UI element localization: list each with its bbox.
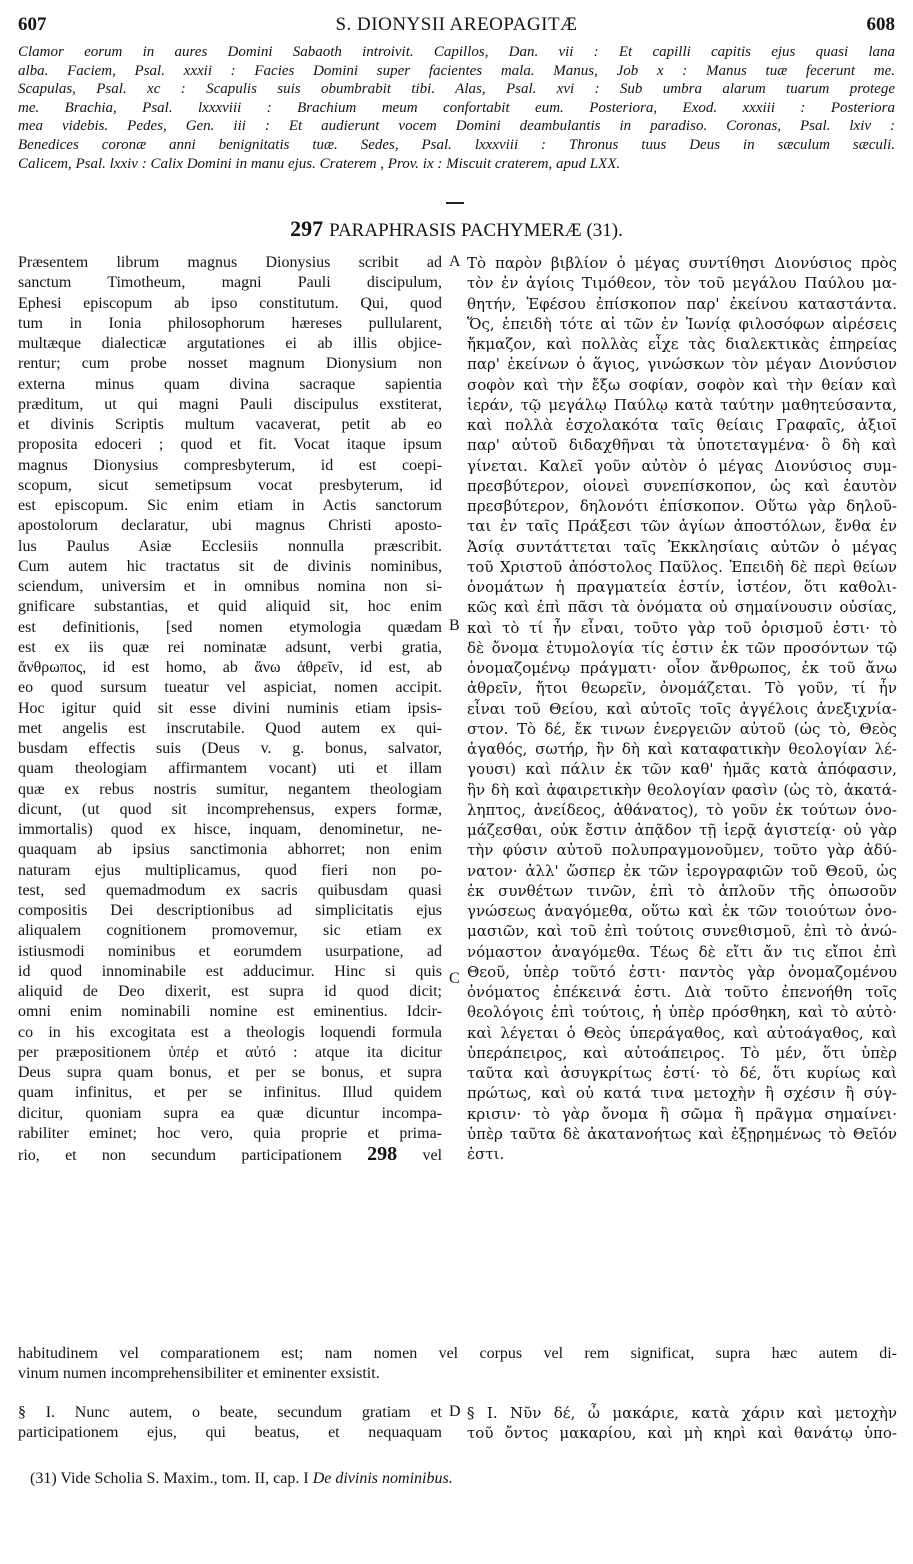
text-line: naturam ejus multiplicamus, quod fieri non po- bbox=[18, 861, 442, 879]
text-line: θεολόγοις ἐπὶ τούτοις, ἡ ὑπὲρ πρόσθηκη, καὶ τὸ αὐτὸ· bbox=[467, 1003, 897, 1022]
text-line: est ex iis quæ rei nominatæ adsunt, verbi gratia, bbox=[18, 638, 442, 656]
footnote-text: (31) Vide Scholia S. Maxim., tom. II, cap. I bbox=[30, 1470, 309, 1487]
text-line: præditum, ut qui magni Pauli discipulus exstiterat, bbox=[18, 395, 442, 413]
text-line: rabiliter eminet; hoc vero, quia proprie et prima- bbox=[18, 1124, 442, 1142]
text-line: mea videbis. Pedes, Gen. iii : Et audierunt vocem Domini deambulantis in paradiso. Coronas, Psal. lxiv : bbox=[18, 118, 895, 135]
text-line: Ὅς, ἐπειδὴ τότε αἱ τῶν ἐν Ἰωνίᾳ φιλοσόφων αἱρέσεις bbox=[467, 314, 897, 333]
text-line: τοῦ Χριστοῦ ἀπόστολος Παῦλος. Ἐπειδὴ δὲ περὶ θείων bbox=[467, 557, 897, 576]
text-line: proposita edoceri ; quod et fit. Vocat itaque ipsum bbox=[18, 436, 442, 454]
column-number: 298 bbox=[367, 1144, 398, 1165]
text-line: μάζεσθαι, οὐκ ἔστιν ἀπᾷδον τῇ ἱερᾷ ἁγιστείᾳ· οὐ γὰρ bbox=[467, 821, 897, 839]
text-line: στον. Τὸ δέ, ἔκ τινων ἐνεργειῶν αὐτοῦ (ὡς τὸ, Θεὸς bbox=[467, 719, 897, 738]
margin-marker-b: B bbox=[449, 617, 460, 634]
text-line: ἐστι. bbox=[467, 1145, 505, 1163]
text-line: dicitur, quoniam supra ea quæ dicuntur incompa- bbox=[18, 1104, 442, 1122]
text-line: ὑπεράπειρος, καὶ αὐτοάπειρος. Τὸ μέν, ὅτι ὑπὲρ bbox=[467, 1043, 897, 1062]
text-line: κῶς καὶ ἐπὶ πᾶσι τὰ ὀνόματα οὐ σημαίνουσιν οὐσίας, bbox=[467, 598, 897, 617]
text-line: rentur; cum probe nosset magnum Dionysium non bbox=[18, 355, 442, 373]
text-line: ἀγαθός, σωτήρ, ἣν δὴ καὶ καταφατικὴν θεολογίαν λέ- bbox=[467, 740, 897, 758]
full-width-text bbox=[18, 1344, 897, 1385]
text-line: per præpositionem ὑπέρ et αὐτό : atque ita dicitur bbox=[18, 1043, 442, 1061]
text-line: ἄνθρωπος, id est homo, ab ἄνω ἀθρεῖν, id est, ab bbox=[18, 659, 442, 676]
text-line: magnus Dionysius compresbyterum, id est coepi- bbox=[18, 456, 442, 474]
text-line: εἶναι τοῦ Θείου, καὶ αὐτοῖς τοῖς ἀγγέλοις ἀνεξιχνία- bbox=[467, 699, 897, 718]
text-line: καὶ λέγεται ὁ Θεὸς ὑπεράγαθος, καὶ αὐτοάγαθος, καὶ bbox=[467, 1023, 897, 1042]
text-line: vinum numen incomprehensibiliter et eminenter exsistit. bbox=[18, 1365, 380, 1383]
text-line: istiusmodi nominibus et eorumdem usurpatione, ad bbox=[18, 942, 442, 960]
text-line: νατον· ἀλλ' ὥσπερ ἐκ τῶν ἱερογραφιῶν τοῦ Θεοῦ, ὡς bbox=[467, 861, 897, 880]
text-line: Θεοῦ, ὑπὲρ τοῦτό ἐστι· παντὸς γὰρ ὀνομαζομένου bbox=[467, 962, 897, 981]
text-line: apostolorum declaratur, ubi magnus Christi aposto- bbox=[18, 517, 442, 535]
text-line: καὶ τὸ τί ἦν εἶναι, τοῦτο γὰρ τοῦ ὁρισμοῦ ἐστι· τὸ bbox=[467, 618, 897, 637]
text-line: ἣν δὴ καὶ ἀφαιρετικὴν θεολογίαν φασὶν (ὡς τὸ, ἀκατά- bbox=[467, 780, 897, 799]
text-fragment: vel bbox=[422, 1147, 442, 1164]
text-line: et divinis Scriptis multum vacaverat, petit ab eo bbox=[18, 416, 442, 433]
text-line: δὲ ὄνομα ἐτυμολογία τίς ἐστιν ἐκ τῶν προσόντων τῷ bbox=[467, 638, 897, 657]
page-number-left: 607 bbox=[18, 14, 47, 35]
text-line: κρισιν· τὸ γὰρ ὄνομα ἢ σῶμα ἢ πρᾶγμα σημαίνει· bbox=[467, 1104, 897, 1123]
text-line: immortalis) quod ex hisce, inquam, denominetur, ne- bbox=[18, 821, 442, 838]
separator-rule bbox=[446, 202, 464, 204]
text-line: alba. Faciem, Psal. xxxii : Facies Domini super facientes mala. Manus, Job x : Manus tuæ fecerunt me. bbox=[18, 62, 895, 79]
text-line: Calicem, Psal. lxxiv : Calix Domini in manu ejus. Craterem , Prov. ix : Miscuit craterem, apud LXX. bbox=[18, 155, 621, 172]
greek-column bbox=[467, 253, 897, 1164]
text-line: tum in Ionia philosophorum hæreses pullularent, bbox=[18, 314, 442, 332]
text-line: lus Paulus Asiæ Ecclesiis nonnulla præscribit. bbox=[18, 537, 442, 555]
latin-section-one bbox=[18, 1403, 442, 1444]
text-line: quam infinitus, et per se infinitus. Illud quidem bbox=[18, 1084, 442, 1102]
text-line: πρεσβύτερον, οἱονεὶ συνεπίσκοπον, ὡς καὶ ἑαυτὸν bbox=[467, 476, 897, 495]
page-number-right: 608 bbox=[866, 14, 895, 35]
text-line: ὑπὲρ ταῦτα δὲ ἀκατανοήτως καὶ ἐξῃρημένως τὸ Θεῖόν bbox=[467, 1124, 897, 1143]
text-line: νόμαστον ἀναγόμεθα. Τέως δὲ εἴτι ἄν τις εἴποι ἐπὶ bbox=[467, 942, 897, 961]
text-line: τὸν ἐν ἁγίοις Τιμόθεον, τὸν τοῦ μεγάλου Παύλου μα- bbox=[467, 274, 897, 293]
text-line: ὀνόματος ἐπέκεινά ἐστι. Διὰ τοῦτο ἐπενοήθη τοῖς bbox=[467, 983, 897, 1001]
text-line: θητήν, Ἐφέσου ἐπίσκοπον παρ' ἐκείνου καταστάντα. bbox=[467, 294, 897, 313]
margin-marker-c: C bbox=[449, 970, 460, 987]
text-line: ὀνομάτων ἡ πραγματεία ἐστίν, ἰστέον, ὅτι καθολι- bbox=[467, 578, 897, 596]
text-line: dicunt, (ut quod sit incomprehensus, expers formæ, bbox=[18, 800, 442, 818]
text-line: met angelis est inscrutabile. Quod autem ex qui- bbox=[18, 719, 442, 737]
footnote bbox=[30, 1470, 453, 1488]
section-heading: PARAPHRASIS PACHYMERÆ (31). bbox=[329, 220, 623, 241]
margin-marker-d: D bbox=[449, 1403, 461, 1420]
text-line: externa minus quam divina sacraque sapientia bbox=[18, 375, 442, 393]
text-line: γουσι) καὶ πάλιν ἐκ τῶν καθ' ἡμᾶς κατὰ ἀπόφασιν, bbox=[467, 760, 897, 779]
text-line: § I. Νῦν δέ, ὦ μακάριε, κατὰ χάριν καὶ μετοχὴν bbox=[467, 1404, 897, 1422]
text-line: παρ' ἐκείνων ὁ ἅγιος, γινώσκων τὸν μέγαν Διονύσιον bbox=[467, 355, 897, 374]
text-line: πρεσβύτερον, δηλονότι ἐπίσκοπον. Οὕτω γὰρ δηλοῦ- bbox=[467, 497, 897, 515]
text-line: ταῦτα καὶ ἀσυγκρίτως ἐστί· τὸ δέ, ὅτι κυρίως καὶ bbox=[467, 1064, 897, 1082]
text-line: eo quod sursum tueatur vel aspiciat, nomen accipit. bbox=[18, 679, 442, 697]
text-line: omni enim nominabili nomine est eminentius. Idcir- bbox=[18, 1003, 442, 1021]
text-line: ληπτος, ἀνείδεος, ἀθάνατος), τὸ γοῦν ἐκ τούτων ὀνο- bbox=[467, 800, 897, 819]
text-line: multæque dialecticæ argutationes ei ab illis objice- bbox=[18, 335, 442, 352]
text-line: ἱεράν, τῷ μεγάλῳ Παύλῳ κατὰ ταύτην μαθητεύσαντα, bbox=[467, 395, 897, 414]
margin-marker-a: A bbox=[449, 253, 461, 270]
text-line: habitudinem vel comparationem est; nam nomen vel corpus vel rem significat, supra hæc autem di- bbox=[18, 1345, 897, 1362]
text-line: aliquid de Deo dixerit, est supra id quod dicit; bbox=[18, 983, 442, 1000]
text-line: τοῦ ὄντος μακαρίου, καὶ μὴ κηρὶ καὶ θανάτῳ ὑπο- bbox=[467, 1424, 897, 1443]
text-line: quaquam ab ipsius sanctimonia abhorret; non enim bbox=[18, 841, 442, 859]
text-line: καὶ πολλὰ ἐσχολακότα ταῖς θείαις Γραφαῖς, ἀξιοῖ bbox=[467, 416, 897, 434]
text-line: τὴν φύσιν αὐτοῦ πολυπραγμονοῦμεν, τοῦτο γὰρ ἀδύ- bbox=[467, 841, 897, 860]
text-line: sciendum, universim et in omnibus nomina non si- bbox=[18, 578, 442, 595]
section-title bbox=[0, 216, 913, 242]
scripture-references-block bbox=[18, 43, 895, 173]
text-line: ἐκ συνθέτων τινῶν, ἐπὶ τὸ ἁπλοῦν τῆς ὁπωσοῦν bbox=[467, 881, 897, 900]
running-header bbox=[18, 14, 895, 38]
text-line bbox=[18, 1144, 442, 1164]
text-line: est definitionis, [sed nomen etymologia quædam bbox=[18, 618, 442, 636]
text-line: Præsentem librum magnus Dionysius scribit ad bbox=[18, 254, 442, 271]
text-line: ται ἐν ταῖς Πράξεσι τῶν ἁγίων ἀποστόλων, ἔνθα ἐν bbox=[467, 517, 897, 536]
text-line: ἀθρεῖν, ἤτοι θεωρεῖν, ὀνομάζεται. Τὸ γοῦν, τί ἦν bbox=[467, 679, 897, 698]
text-line: πρώτως, καὶ οὐ κατά τινα μετοχὴν ἢ σχέσιν ἢ σύγ- bbox=[467, 1084, 897, 1103]
text-line: γίνεται. Καλεῖ γοῦν αὐτὸν ὁ μέγας Διονύσιος συμ- bbox=[467, 456, 897, 475]
text-line: Cum autem hic tractatus sit de divinis nominibus, bbox=[18, 557, 442, 575]
text-line: gnificare substantias, et quid aliquid sit, hoc enim bbox=[18, 598, 442, 616]
text-fragment: rio, et non secundum participationem bbox=[18, 1147, 342, 1164]
text-line: Benedices coronæ anni benignitatis tuæ. Sedes, Psal. lxxxviii : Thronus tuus Deus in sæculum sæculi. bbox=[18, 136, 895, 153]
text-line: Ἀσίᾳ συντάττεται ταῖς Ἐκκλησίαις αὐτῶν ὁ μέγας bbox=[467, 537, 897, 556]
text-line: παρ' αὐτοῦ διδαχθῆναι τὰ ὑποτεταγμένα· ὃ δὴ καὶ bbox=[467, 436, 897, 455]
text-line: me. Brachia, Psal. lxxxviii : Brachium meum confortabit eum. Posteriora, Exod. xxxiii : Posteriora bbox=[18, 99, 895, 116]
text-line: est episcopum. Sic enim etiam in Actis sanctorum bbox=[18, 497, 442, 514]
text-line: participationem ejus, qui beatus, et nequaquam bbox=[18, 1424, 442, 1442]
text-line: Τὸ παρὸν βιβλίον ὁ μέγας συντίθησι Διονύσιος πρὸς bbox=[467, 254, 897, 272]
text-line: § I. Nunc autem, o beate, secundum gratiam et bbox=[18, 1404, 442, 1421]
section-number: 297 bbox=[290, 216, 324, 241]
running-title: S. DIONYSII AREOPAGITÆ bbox=[335, 14, 578, 35]
text-line: quam theologiam affirmantem vocant) uti et illam bbox=[18, 760, 442, 778]
text-line: σοφὸν καὶ τὴν ἔξω σοφίαν, σοφὸν καὶ τὴν θείαν καὶ bbox=[467, 375, 897, 394]
text-line: quæ ex rebus nostris sumitur, negantem theologiam bbox=[18, 780, 442, 798]
text-line: scopum, sicut semetipsum vocat presbyterum, id bbox=[18, 476, 442, 494]
text-line: Deus supra quam bonus, et per se bonus, et supra bbox=[18, 1064, 442, 1081]
greek-section-one bbox=[467, 1403, 897, 1444]
text-line: Ephesi episcopum ab ipso constitutum. Qui, quod bbox=[18, 294, 442, 312]
text-line: busdam effectis suis (Deus v. g. bonus, salvator, bbox=[18, 740, 442, 757]
text-line: id quod innominabile est adducimur. Hinc si quis bbox=[18, 962, 442, 980]
text-line: γνώσεως ἀναγόμεθα, οὕτω καὶ ἐκ τῶν τοιούτων ὀνο- bbox=[467, 902, 897, 920]
footnote-title: De divinis nominibus. bbox=[312, 1470, 453, 1487]
text-line: Scapulas, Psal. xc : Scapulis suis obumbrabit tibi. Alas, Psal. xvi : Sub umbra alarum tuarum protege bbox=[18, 81, 895, 98]
text-line: Hoc igitur quid sit esse divini numinis etiam ipsis- bbox=[18, 699, 442, 717]
text-line: ὀνομαζομένῳ πράγματι· οἷον ἄνθρωπος, ἐκ τοῦ ἄνω bbox=[467, 659, 897, 677]
text-line: aliqualem cognitionem promovemur, sic etiam ex bbox=[18, 922, 442, 940]
text-line: μασιῶν, καὶ τοῦ ἐπὶ τούτοις συνεθισμοῦ, ἐπὶ τὸ ἀνώ- bbox=[467, 922, 897, 941]
text-line: Clamor eorum in aures Domini Sabaoth introivit. Capillos, Dan. vii : Et capilli capitis ejus quasi lana bbox=[18, 44, 895, 60]
text-line: ἤκμαζον, καὶ πολλὰς εἶχε τὰς διαλεκτικὰς ἐπηρείας bbox=[467, 335, 897, 353]
text-line: sanctum Timotheum, magni Pauli discipulum, bbox=[18, 274, 442, 292]
text-line: compositis Dei descriptionibus ad simplicitatis ejus bbox=[18, 902, 442, 919]
latin-column bbox=[18, 253, 442, 1164]
text-line: co in his excogitata est a theologis loquendi formula bbox=[18, 1023, 442, 1041]
text-line: test, sed quemadmodum ex sacris quibusdam quasi bbox=[18, 881, 442, 899]
